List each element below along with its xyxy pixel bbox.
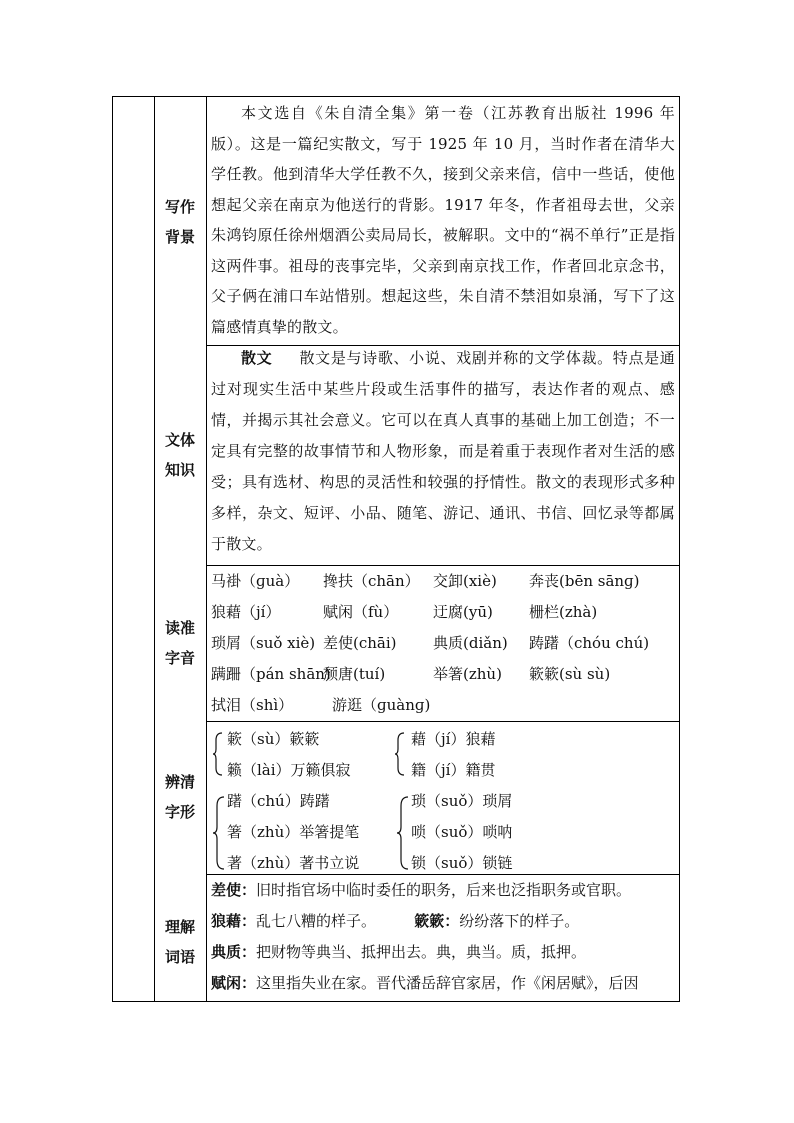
brace-icon	[213, 732, 223, 776]
pinyin-item: 栅栏(zhà)	[529, 603, 598, 621]
vocabulary-line	[211, 937, 675, 968]
pinyin-item: 迂腐(yū)	[433, 603, 493, 621]
vocabulary-line	[211, 968, 675, 999]
pinyin-item: 奔丧(bēn sānɡ)	[529, 572, 640, 590]
vocab-term: 典质：	[211, 943, 257, 961]
brace-icon	[395, 732, 405, 776]
study-table	[112, 96, 680, 1002]
genre-knowledge-paragraph	[211, 343, 675, 560]
row-label-pronunciation	[154, 613, 206, 673]
char-form-item: 著（zhù）著书立说	[227, 854, 360, 872]
pinyin-item: 举箸(zhù)	[433, 665, 502, 683]
label-line: 文体	[164, 431, 195, 449]
char-form-group	[227, 724, 351, 786]
vocab-definition: 乱七八糟的样子。	[256, 912, 377, 930]
vocab-term: 狼藉：	[211, 912, 257, 930]
genre-knowledge-cell	[211, 343, 675, 560]
row-label-genre-knowledge	[154, 425, 206, 485]
label-line: 知识	[164, 461, 195, 479]
char-form-item: 琐（suǒ）琐屑	[411, 792, 513, 810]
label-line: 辨清	[164, 773, 195, 791]
vocab-term: 差使：	[211, 881, 257, 899]
label-line: 背景	[164, 228, 195, 246]
brace-icon	[397, 796, 409, 870]
label-line: 写作	[164, 198, 195, 216]
label-line: 字音	[164, 649, 195, 667]
pinyin-item: 典质(diǎn)	[433, 634, 508, 652]
char-form-item: 籁（lài）万籁俱寂	[227, 761, 351, 779]
char-form-group	[227, 786, 359, 879]
brace-icon	[213, 796, 225, 870]
vocab-term: 赋闲：	[211, 974, 257, 992]
vocabulary-cell	[211, 875, 675, 999]
char-form-group	[411, 786, 512, 879]
char-form-item: 唢（suǒ）唢呐	[411, 823, 513, 841]
column-divider-right	[206, 97, 207, 1001]
char-form-item: 躇（chú）踌躇	[227, 792, 330, 810]
pinyin-item: 蹒跚（pán shān)	[211, 665, 331, 683]
vocab-definition: 旧时指官场中临时委任的职务，后来也泛指职务或官职。	[256, 881, 632, 899]
pinyin-item: 游逛（ɡuànɡ)	[332, 696, 431, 714]
char-form-item: 簌（sù）簌簌	[227, 730, 320, 748]
pinyin-item: 交卸(xiè)	[433, 572, 497, 590]
pinyin-item: 拭泪（shì）	[211, 696, 294, 714]
pronunciation-grid	[211, 566, 675, 721]
row-label-vocabulary	[154, 912, 206, 972]
genre-knowledge-text: 散文是与诗歌、小说、戏剧并称的文学体裁。特点是通过对现实生活中某些片段或生活事件的描写，表达作者的观点、感情，并揭示其社会意义。它可以在真人真事的基础上加工创造；不一定具有完整的故事情节和人物形象，而是着重于表现作者对生活的感受；具有选材、构思的灵活性和较强的抒情性。散文的表现形式多种多样，杂文、短评、小品、随笔、游记、通讯、书信、回忆录等都属于散文。	[211, 349, 676, 553]
pinyin-item: 踌躇（chóu chú)	[529, 634, 650, 652]
pinyin-item: 差使(chāi)	[323, 634, 397, 652]
row-label-writing-background	[154, 192, 206, 252]
vocabulary-line	[211, 875, 675, 906]
label-line: 读准	[164, 619, 195, 637]
vocab-definition: 纷纷落下的样子。	[459, 912, 580, 930]
pinyin-item: 马褂（ɡuà）	[211, 572, 300, 590]
pinyin-item: 赋闲（fù）	[323, 603, 399, 621]
pronunciation-cell	[211, 566, 675, 721]
pinyin-item: 簌簌(sù sù)	[529, 665, 611, 683]
vocab-definition: 这里指失业在家。晋代潘岳辞官家居，作《闲居赋》，后因	[256, 974, 639, 992]
row-divider	[206, 721, 679, 722]
pinyin-item: 狼藉（jí）	[211, 603, 281, 621]
label-line: 理解	[164, 918, 195, 936]
char-form-group	[411, 724, 495, 786]
label-line: 词语	[164, 948, 195, 966]
writing-background-cell	[211, 98, 675, 342]
char-form-item: 籍（jí）籍贯	[411, 761, 496, 779]
pinyin-item: 琐屑（suǒ xiè)	[211, 634, 316, 652]
label-line: 字形	[164, 803, 195, 821]
genre-term: 散文	[241, 349, 273, 367]
vocabulary-line	[211, 906, 675, 937]
pinyin-item: 颓唐(tuí)	[323, 665, 386, 683]
row-label-character-forms	[154, 767, 206, 827]
pinyin-item: 搀扶（chān）	[323, 572, 420, 590]
char-form-item: 藉（jí）狼藉	[411, 730, 496, 748]
char-form-item: 箸（zhù）举箸提笔	[227, 823, 360, 841]
vocab-definition: 把财物等典当、抵押出去。典，典当。质，抵押。	[256, 943, 587, 961]
char-form-item: 锁（suǒ）锁链	[411, 854, 513, 872]
writing-background-text: 本文选自《朱自清全集》第一卷（江苏教育出版社 1996 年版）。这是一篇纪实散文，写于 1925 年 10 月，当时作者在清华大学任教。他到清华大学任教不久，接到父亲来信，信中一些话，使他想起父亲在南京为他送行的背影。1917 年冬，作者祖母去世，父亲朱鸿钧原任徐州烟酒公卖局局长，被解职。文中的“祸不单行”正是指这两件事。祖母的丧事完毕，父亲到南京找工作，作者回北京念书，父子俩在浦口车站惜别。想起这些，朱自清不禁泪如泉涌，写下了这篇感情真挚的散文。	[211, 104, 675, 336]
vocab-term: 簌簌：	[414, 912, 460, 930]
